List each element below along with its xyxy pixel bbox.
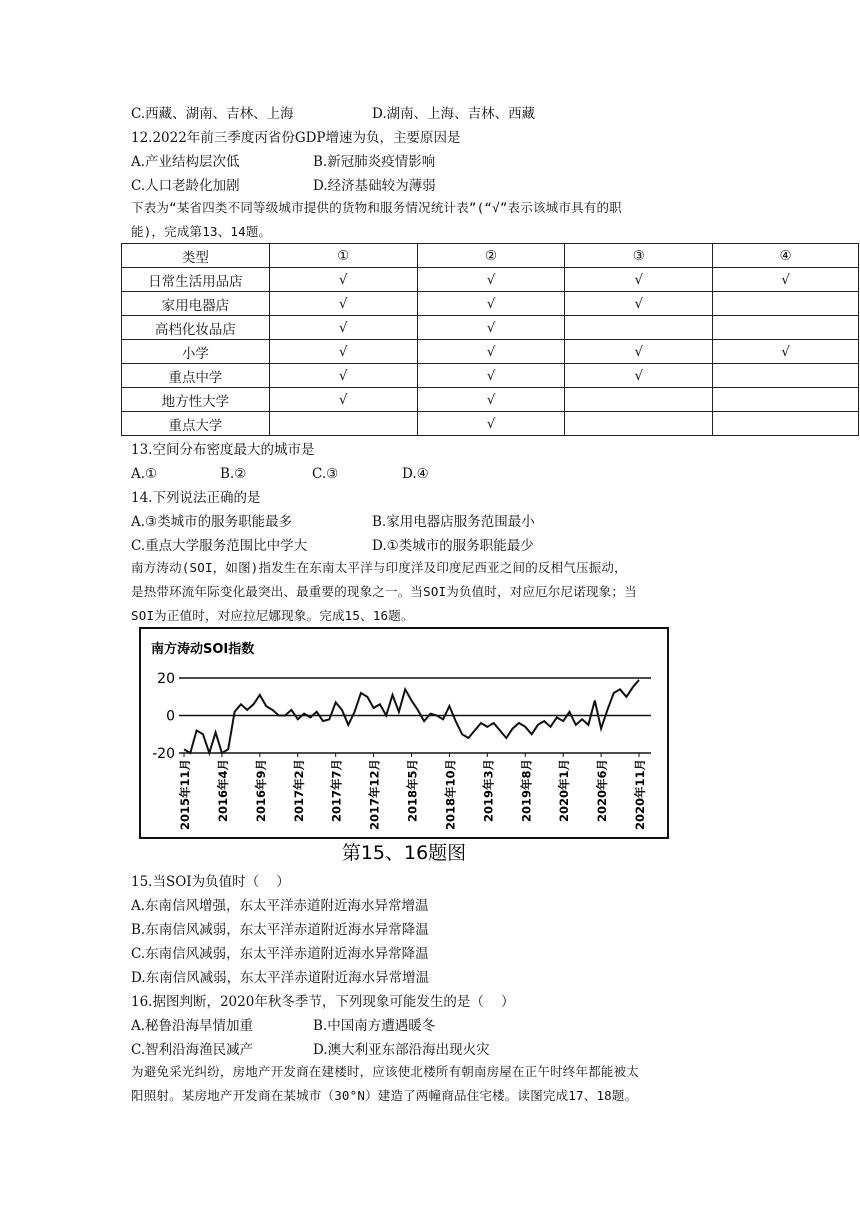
table-cell: √ xyxy=(565,340,713,364)
table-cell: √ xyxy=(417,412,565,436)
table-cell: √ xyxy=(417,340,565,364)
q15-option-d: D.东南信风减弱，东太平洋赤道附近海水异常增温 xyxy=(131,970,430,986)
table-cell: √ xyxy=(269,316,417,340)
q11-option-d: D.湖南、上海、吉林、西藏 xyxy=(372,106,536,122)
table-cell: √ xyxy=(565,268,713,292)
table-header-cell: 类型 xyxy=(122,244,270,268)
q12-stem: 12.2022年前三季度丙省份GDP增速为负，主要原因是 xyxy=(131,130,461,146)
table-cell xyxy=(565,388,713,412)
intro-15-16 xyxy=(131,556,741,628)
q15-option-b: B.东南信风减弱，东太平洋赤道附近海水异常降温 xyxy=(131,922,429,938)
table-cell xyxy=(565,412,713,436)
intro-15-16-line2: 是热带环流年际变化最突出、最重要的现象之一。当SOI为负值时，对应厄尔尼诺现象；当 xyxy=(131,584,637,599)
y-tick-label: -20 xyxy=(152,746,175,762)
table-row xyxy=(122,412,859,436)
q13-stem: 13.空间分布密度最大的城市是 xyxy=(131,442,315,458)
table-cell: 家用电器店 xyxy=(122,292,270,316)
chart-caption: 第15、16题图 xyxy=(341,842,467,864)
intro-13-14-line1: 下表为“某省四类不同等级城市提供的货物和服务情况统计表”(“√”表示该城市具有的职 xyxy=(131,200,622,215)
intro-17-18-line1: 为避免采光纠纷，房地产开发商在建楼时，应该使北楼所有朝南房屋在正午时终年都能被太 xyxy=(131,1064,640,1079)
table-header-cell: ① xyxy=(269,244,417,268)
q13-option-a: A.① xyxy=(131,466,158,482)
table-cell xyxy=(565,316,713,340)
table-cell: √ xyxy=(269,268,417,292)
city-function-table xyxy=(121,243,859,436)
table-cell: 高档化妆品店 xyxy=(122,316,270,340)
q12-option-b: B.新冠肺炎疫情影响 xyxy=(313,154,436,170)
intro-17-18-line2: 阳照射。某房地产开发商在某城市（30°N）建造了两幢商品住宅楼。读图完成17、18题。 xyxy=(131,1088,638,1103)
q13-option-b: B.② xyxy=(220,466,247,482)
table-row xyxy=(122,316,859,340)
q14-option-a: A.③类城市的服务职能最多 xyxy=(131,514,293,530)
chart-title: 南方涛动SOI指数 xyxy=(151,642,255,657)
table-cell xyxy=(713,316,859,340)
x-tick-label: 2020年6月 xyxy=(595,759,610,823)
table-cell: 重点大学 xyxy=(122,412,270,436)
q14-option-c: C.重点大学服务范围比中学大 xyxy=(131,538,308,554)
table-row xyxy=(122,292,859,316)
x-tick-label: 2016年4月 xyxy=(215,759,230,823)
x-tick-label: 2020年11月 xyxy=(633,759,647,831)
x-tick-label: 2017年2月 xyxy=(291,759,306,823)
x-tick-label: 2017年7月 xyxy=(329,759,344,823)
q16-option-c: C.智利沿海渔民减产 xyxy=(131,1042,254,1058)
table-cell: √ xyxy=(269,340,417,364)
q12-option-d: D.经济基础较为薄弱 xyxy=(313,178,436,194)
table-row xyxy=(122,268,859,292)
table-row xyxy=(122,388,859,412)
soi-chart xyxy=(139,627,669,871)
table-header-row xyxy=(122,244,859,268)
table-cell: √ xyxy=(417,292,565,316)
intro-13-14 xyxy=(131,196,741,244)
q16-stem: 16.据图判断，2020年秋冬季节，下列现象可能发生的是（ ） xyxy=(131,994,515,1010)
y-tick-label: 20 xyxy=(157,671,175,687)
q14-option-b: B.家用电器店服务范围最小 xyxy=(372,514,535,530)
table-cell: √ xyxy=(269,364,417,388)
q13-option-d: D.④ xyxy=(402,466,429,482)
x-tick-label: 2019年8月 xyxy=(519,759,534,823)
intro-17-18 xyxy=(131,1060,741,1108)
table-row xyxy=(122,364,859,388)
table-cell xyxy=(713,292,859,316)
table-cell xyxy=(713,412,859,436)
table-cell: 地方性大学 xyxy=(122,388,270,412)
soi-chart-svg xyxy=(139,627,669,867)
x-tick-label: 2018年5月 xyxy=(405,759,420,823)
q15-stem: 15.当SOI为负值时（ ） xyxy=(131,874,290,890)
table-cell: 重点中学 xyxy=(122,364,270,388)
q15-option-c: C.东南信风减弱，东太平洋赤道附近海水异常降温 xyxy=(131,946,429,962)
q14-stem: 14.下列说法正确的是 xyxy=(131,490,261,506)
table-cell: √ xyxy=(565,364,713,388)
table-row xyxy=(122,340,859,364)
table-cell: √ xyxy=(417,268,565,292)
x-tick-label: 2020年1月 xyxy=(557,759,572,823)
table-cell: 日常生活用品店 xyxy=(122,268,270,292)
q16-option-a: A.秘鲁沿海旱情加重 xyxy=(131,1018,254,1034)
table-cell: √ xyxy=(269,292,417,316)
table-cell xyxy=(713,364,859,388)
table-cell xyxy=(269,412,417,436)
x-tick-label: 2017年12月 xyxy=(367,759,382,831)
intro-15-16-line1: 南方涛动(SOI，如图)指发生在东南太平洋与印度洋及印度尼西亚之间的反相气压振动， xyxy=(131,560,627,575)
q14-option-d: D.①类城市的服务职能最少 xyxy=(372,538,534,554)
table-header-cell: ③ xyxy=(565,244,713,268)
q16-option-d: D.澳大利亚东部沿海出现火灾 xyxy=(313,1042,490,1058)
intro-13-14-line2: 能)，完成第13、14题。 xyxy=(131,224,272,239)
q12-option-c: C.人口老龄化加剧 xyxy=(131,178,240,194)
q12-option-a: A.产业结构层次低 xyxy=(131,154,240,170)
y-tick-label: 0 xyxy=(166,708,175,725)
x-tick-label: 2019年3月 xyxy=(481,759,496,823)
table-cell: √ xyxy=(417,388,565,412)
q13-option-c: C.③ xyxy=(312,466,339,482)
table-cell: √ xyxy=(713,268,859,292)
q11-option-c: C.西藏、湖南、吉林、上海 xyxy=(131,106,294,122)
q16-option-b: B.中国南方遭遇暖冬 xyxy=(313,1018,436,1034)
table-header-cell: ④ xyxy=(713,244,859,268)
q15-option-a: A.东南信风增强，东太平洋赤道附近海水异常增温 xyxy=(131,898,429,914)
table-cell: √ xyxy=(417,364,565,388)
table-cell: √ xyxy=(565,292,713,316)
table-header-cell: ② xyxy=(417,244,565,268)
table-cell: √ xyxy=(417,316,565,340)
x-tick-label: 2018年10月 xyxy=(443,759,458,831)
intro-15-16-line3: SOI为正值时，对应拉尼娜现象。完成15、16题。 xyxy=(131,608,414,623)
table-cell: √ xyxy=(269,388,417,412)
table-cell: √ xyxy=(713,340,859,364)
x-tick-label: 2015年11月 xyxy=(178,759,192,831)
x-tick-label: 2016年9月 xyxy=(253,759,268,823)
table-cell: 小学 xyxy=(122,340,270,364)
table-cell xyxy=(713,388,859,412)
